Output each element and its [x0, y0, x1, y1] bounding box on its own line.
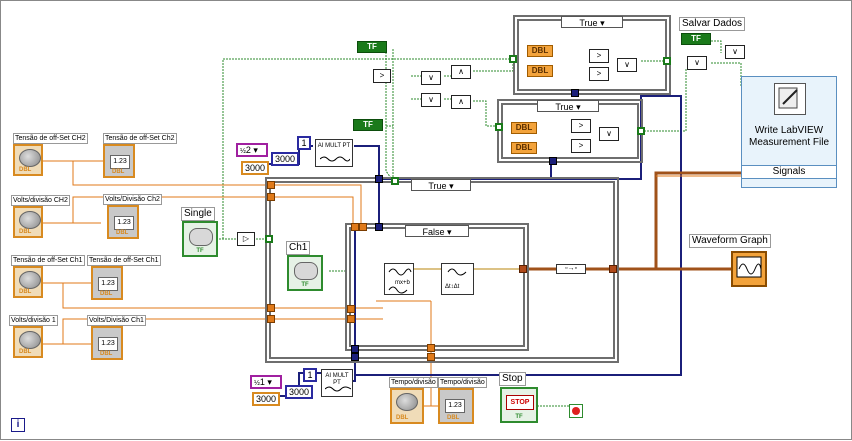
signals-terminal[interactable]: Signals — [742, 165, 836, 179]
label-volts-ch1-indicator: Volts/Divisão Ch1 — [89, 317, 144, 324]
dbl-tag: DBL — [19, 167, 32, 173]
samples-constant-top-b[interactable]: 3000 — [271, 152, 299, 166]
dbl-constant[interactable]: DBL — [527, 65, 553, 77]
graph-icon — [733, 253, 765, 285]
volts-ch1-knob[interactable] — [13, 326, 43, 358]
channel-prefix-icon: ½ — [240, 148, 246, 155]
dbl-tag: DBL — [447, 415, 460, 421]
scale-waveform-vi[interactable] — [384, 263, 414, 295]
label-offset-ch1-control: Tensão de off-Set Ch1 — [13, 257, 83, 264]
compare-icon: > — [589, 67, 609, 81]
dbl-tag: DBL — [19, 349, 32, 355]
dbl-tag: DBL — [116, 230, 129, 236]
label-tempo-control: Tempo/divisão — [391, 379, 436, 386]
label-tempo-indicator: Tempo/divisão — [440, 379, 485, 386]
toggle-icon — [294, 262, 318, 280]
case-label-top: True — [579, 18, 598, 28]
loop-condition-icon[interactable] — [569, 404, 583, 418]
channel-constant-bottom[interactable]: ½1 ▾ — [250, 375, 282, 389]
stop-dot-icon — [572, 407, 580, 415]
delta-t-icon — [442, 264, 473, 294]
case-selector-inner[interactable]: False ▾ — [405, 225, 469, 237]
offset-ch1-indicator — [91, 266, 123, 300]
svg-text:Δt↕Δt: Δt↕Δt — [445, 284, 460, 290]
channel-value: 1 — [259, 377, 265, 387]
and-gate-icon: ∧ — [451, 95, 471, 109]
volts-ch2-indicator — [107, 205, 139, 239]
offset-ch1-knob[interactable] — [13, 266, 43, 298]
tempo-knob[interactable] — [390, 388, 424, 424]
ai-multi-pt-vi-top[interactable] — [315, 139, 353, 167]
tunnel — [495, 123, 503, 131]
samples-constant-bottom-b[interactable]: 3000 — [285, 385, 313, 399]
tempo-indicator — [438, 388, 474, 424]
label-offset-ch2-control: Tensão de off-Set CH2 — [15, 135, 86, 142]
knob-icon — [19, 211, 41, 229]
tf-constant-top[interactable]: TF — [357, 41, 387, 53]
scale-waveform-icon — [385, 264, 413, 294]
dbl-tag: DBL — [396, 415, 409, 421]
knob-icon — [19, 271, 41, 289]
tunnel — [265, 235, 273, 243]
tunnel — [347, 315, 355, 323]
tunnel — [267, 193, 275, 201]
label-single: Single — [181, 207, 215, 221]
single-button[interactable] — [182, 221, 218, 257]
dbl-tag: DBL — [112, 169, 125, 175]
case-selector-top[interactable]: True ▾ — [561, 16, 623, 28]
or-gate-icon: ∨ — [617, 58, 637, 72]
knob-icon — [19, 149, 41, 167]
waveform-icon — [320, 155, 350, 163]
write-vi-title: Write LabVIEW Measurement File — [748, 125, 830, 148]
tunnel — [609, 265, 617, 273]
case-selector-mid[interactable]: True ▾ — [537, 100, 599, 112]
label-offset-ch2-indicator: Tensão de off-Set Ch2 — [105, 135, 175, 142]
or-gate-icon: ∨ — [421, 71, 441, 85]
dbl-tag: DBL — [19, 229, 32, 235]
channel-constant-top[interactable]: ½2 ▾ — [236, 143, 268, 157]
offset-ch2-knob[interactable] — [13, 144, 43, 176]
info-icon[interactable]: i — [11, 418, 25, 432]
label-volts-ch1-control: Volts/divisão 1 — [11, 317, 56, 324]
tunnel — [351, 345, 359, 353]
ch1-button[interactable] — [287, 255, 323, 291]
or-gate-icon: ∨ — [687, 56, 707, 70]
case-structure-inner — [345, 223, 529, 351]
label-salvar-dados: Salvar Dados — [679, 17, 745, 31]
or-gate-icon: ∨ — [725, 45, 745, 59]
resample-waveform-vi[interactable] — [441, 263, 474, 295]
channel-value: 2 — [245, 145, 251, 155]
or-gate-icon: ∨ — [421, 93, 441, 107]
not-gate-icon: ▷ — [237, 232, 255, 246]
tunnel — [637, 127, 645, 135]
build-array-icon — [556, 264, 586, 274]
dbl-constant[interactable]: DBL — [527, 45, 553, 57]
volts-ch1-indicator — [91, 326, 123, 360]
tf-tag: TF — [515, 414, 523, 420]
tunnel — [267, 304, 275, 312]
tunnel — [351, 223, 359, 231]
tunnel — [571, 89, 579, 97]
tunnel — [427, 353, 435, 361]
tunnel — [375, 223, 383, 231]
tunnel — [347, 305, 355, 313]
samples-constant-bottom[interactable]: 3000 — [252, 392, 280, 406]
tunnel — [549, 157, 557, 165]
tf-tag: TF — [301, 282, 309, 288]
label-volts-ch2-control: Volts/divisão CH2 — [13, 197, 68, 204]
tunnel — [663, 57, 671, 65]
tunnel — [267, 181, 275, 189]
label-ch1: Ch1 — [286, 241, 310, 255]
toggle-icon — [189, 228, 213, 246]
one-constant-bottom[interactable]: 1 — [303, 368, 317, 382]
compare-icon: > — [589, 49, 609, 63]
case-label-main: True — [428, 181, 447, 191]
or-gate-icon: ∨ — [599, 127, 619, 141]
ai-multi-pt-vi-bottom[interactable] — [321, 369, 353, 397]
case-label-inner: False — [422, 227, 445, 237]
channel-prefix-icon: ½ — [254, 380, 260, 387]
volts-ch2-knob[interactable] — [13, 206, 43, 238]
tf-tag: TF — [196, 248, 204, 254]
indicator-value: 1.23 — [114, 216, 134, 230]
dbl-tag: DBL — [100, 351, 113, 357]
label-offset-ch1-indicator: Tensão de off-Set Ch1 — [89, 257, 159, 264]
indicator-value: 1.23 — [445, 399, 465, 413]
stop-button[interactable] — [500, 387, 538, 423]
tunnel — [391, 177, 399, 185]
one-constant-top[interactable]: 1 — [297, 136, 311, 150]
tunnel — [509, 55, 517, 63]
case-label-mid: True — [555, 102, 574, 112]
vi-caption: AI MULT PT — [325, 373, 349, 386]
pencil-glyph — [775, 84, 803, 112]
svg-text:mx+b: mx+b — [395, 280, 410, 286]
dbl-constant[interactable]: DBL — [511, 122, 537, 134]
label-waveform-graph: Waveform Graph — [689, 234, 771, 248]
build-array-glyph: ▫→▫ — [565, 265, 577, 272]
waveform-graph-terminal[interactable] — [731, 251, 767, 287]
indicator-value: 1.23 — [98, 337, 118, 351]
stop-label: STOP — [506, 395, 534, 410]
waveform-icon — [325, 385, 351, 393]
tunnel — [267, 315, 275, 323]
tf-constant-mid[interactable]: TF — [353, 119, 383, 131]
tunnel — [375, 175, 383, 183]
label-stop: Stop — [499, 372, 526, 386]
label-volts-ch2-indicator: Volts/Divisão Ch2 — [105, 196, 160, 203]
tunnel — [427, 344, 435, 352]
knob-icon — [396, 393, 418, 411]
and-gate-icon: ∧ — [451, 65, 471, 79]
knob-icon — [19, 331, 41, 349]
vi-caption: AI MULT PT — [317, 143, 351, 149]
samples-constant-top[interactable]: 3000 — [241, 161, 269, 175]
salvar-dados-button[interactable]: TF — [681, 33, 711, 45]
compare-icon: > — [571, 139, 591, 153]
tunnel — [351, 353, 359, 361]
tunnel — [519, 265, 527, 273]
offset-ch2-indicator — [103, 144, 135, 178]
dbl-tag: DBL — [19, 289, 32, 295]
dbl-tag: DBL — [100, 291, 113, 297]
write-measurement-file-vi[interactable] — [741, 76, 837, 188]
dbl-constant[interactable]: DBL — [511, 142, 537, 154]
compare-icon: > — [571, 119, 591, 133]
case-selector-main[interactable]: True ▾ — [411, 179, 471, 191]
indicator-value: 1.23 — [110, 155, 130, 169]
pencil-icon — [774, 83, 806, 115]
tunnel — [359, 223, 367, 231]
indicator-value: 1.23 — [98, 277, 118, 291]
compare-icon: > — [373, 69, 391, 83]
